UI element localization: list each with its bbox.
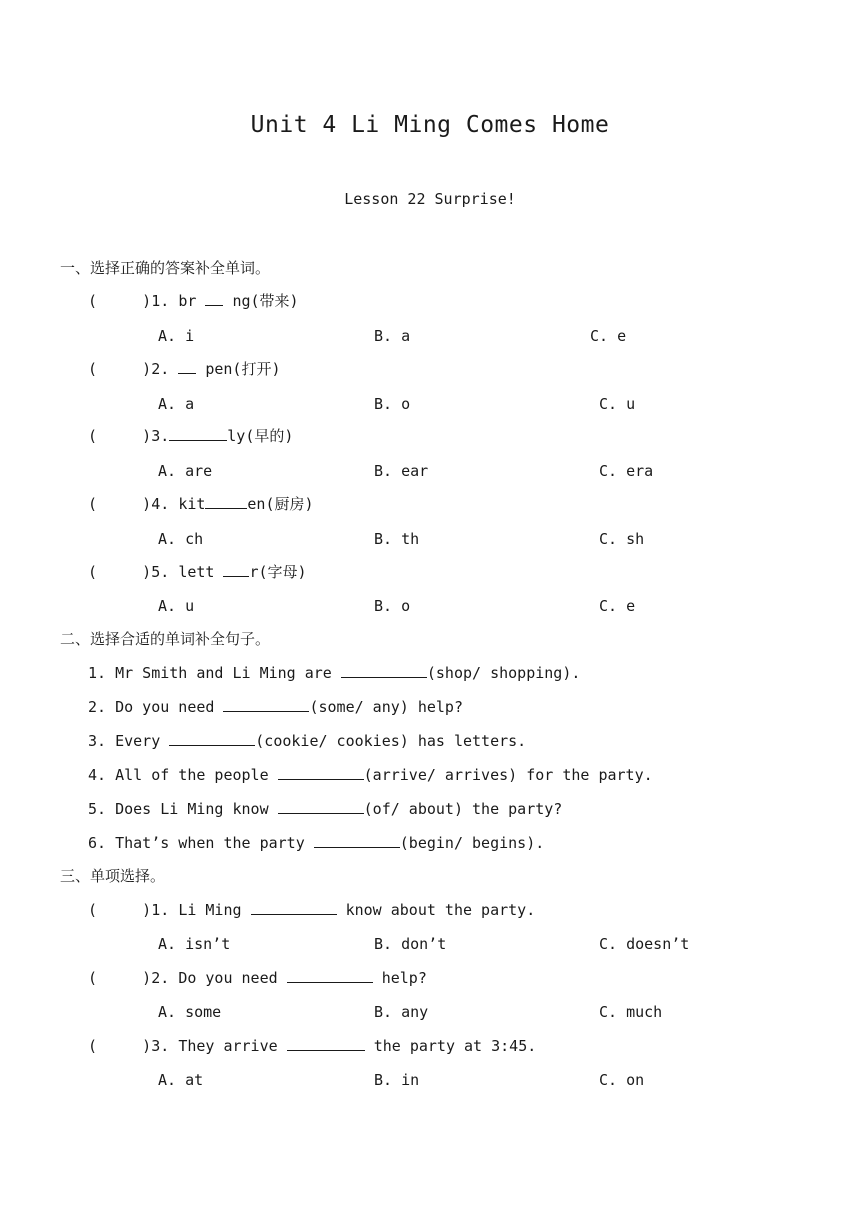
question-number: 3.: [151, 1037, 170, 1055]
s1-q5-option-c: C. e: [599, 597, 636, 615]
s3-q3-option-c: C. on: [599, 1071, 645, 1089]
s2-sentence-2: 2. Do you need (some/ any) help?: [88, 698, 463, 716]
answer-blank[interactable]: [278, 765, 364, 780]
answer-blank: [205, 291, 223, 306]
s1-q2-option-b: B. o: [374, 395, 411, 413]
s1-question-3: ( )3. ly(早的): [88, 427, 294, 445]
answer-paren[interactable]: ( ): [88, 427, 152, 445]
answer-paren[interactable]: ( ): [88, 969, 152, 987]
question-number: 2.: [151, 360, 170, 378]
s3-q1-option-c: C. doesn’t: [599, 935, 690, 953]
s1-q3-option-b: B. ear: [374, 462, 429, 480]
answer-blank: [287, 1036, 365, 1051]
s1-q4-option-a: A. ch: [158, 530, 204, 548]
s3-question-3: ( )3. They arrive the party at 3:45.: [88, 1037, 537, 1055]
answer-blank: [169, 426, 227, 441]
s3-question-1: ( )1. Li Ming know about the party.: [88, 901, 536, 919]
answer-blank[interactable]: [341, 663, 427, 678]
page-title: Unit 4 Li Ming Comes Home: [250, 112, 610, 138]
s1-q3-option-a: A. are: [158, 462, 213, 480]
s2-sentence-5: 5. Does Li Ming know (of/ about) the party?: [88, 800, 563, 818]
answer-blank: [178, 359, 196, 374]
s1-q1-option-b: B. a: [374, 327, 411, 345]
question-number: 2.: [151, 969, 170, 987]
s1-q5-option-b: B. o: [374, 597, 411, 615]
page-subtitle: Lesson 22 Surprise!: [344, 190, 516, 208]
answer-blank[interactable]: [314, 833, 400, 848]
section3-heading: 三、单项选择。: [60, 867, 166, 885]
answer-blank: [287, 968, 373, 983]
question-number: 1.: [151, 901, 170, 919]
answer-paren[interactable]: ( ): [88, 563, 152, 581]
s3-question-2: ( )2. Do you need help?: [88, 969, 427, 987]
section2-heading: 二、选择合适的单词补全句子。: [60, 630, 271, 648]
answer-blank[interactable]: [169, 731, 255, 746]
s1-q3-option-c: C. era: [599, 462, 654, 480]
answer-paren[interactable]: ( ): [88, 901, 152, 919]
answer-paren[interactable]: ( ): [88, 1037, 152, 1055]
s1-question-5: ( )5. lett r(字母): [88, 563, 307, 581]
s1-q1-option-a: A. i: [158, 327, 195, 345]
answer-blank[interactable]: [278, 799, 364, 814]
s1-q4-option-b: B. th: [374, 530, 420, 548]
s1-question-1: ( )1. br ng(带来): [88, 292, 299, 310]
section1-heading: 一、选择正确的答案补全单词。: [60, 259, 271, 277]
s1-q5-option-a: A. u: [158, 597, 195, 615]
answer-blank[interactable]: [223, 697, 309, 712]
s3-q3-option-b: B. in: [374, 1071, 420, 1089]
answer-paren[interactable]: ( ): [88, 495, 152, 513]
question-number: 3.: [151, 427, 170, 445]
s2-sentence-6: 6. That’s when the party (begin/ begins).: [88, 834, 545, 852]
s1-question-4: ( )4. kit en(厨房): [88, 495, 314, 513]
s1-q2-option-a: A. a: [158, 395, 195, 413]
s2-sentence-3: 3. Every (cookie/ cookies) has letters.: [88, 732, 527, 750]
s3-q1-option-a: A. isn’t: [158, 935, 231, 953]
question-number: 5.: [151, 563, 170, 581]
s1-q1-option-c: C. e: [590, 327, 627, 345]
answer-paren[interactable]: ( ): [88, 360, 152, 378]
s1-question-2: ( )2. pen(打开): [88, 360, 281, 378]
s3-q2-option-b: B. any: [374, 1003, 429, 1021]
answer-paren[interactable]: ( ): [88, 292, 152, 310]
question-number: 4.: [151, 495, 170, 513]
s3-q3-option-a: A. at: [158, 1071, 204, 1089]
s1-q2-option-c: C. u: [599, 395, 636, 413]
s3-q2-option-c: C. much: [599, 1003, 663, 1021]
s2-sentence-1: 1. Mr Smith and Li Ming are (shop/ shopping).: [88, 664, 581, 682]
answer-blank: [251, 900, 337, 915]
s1-q4-option-c: C. sh: [599, 530, 645, 548]
answer-blank: [205, 494, 247, 509]
s2-sentence-4: 4. All of the people (arrive/ arrives) for the party.: [88, 766, 653, 784]
question-number: 1.: [151, 292, 170, 310]
s3-q1-option-b: B. don’t: [374, 935, 447, 953]
answer-blank: [223, 562, 249, 577]
s3-q2-option-a: A. some: [158, 1003, 222, 1021]
